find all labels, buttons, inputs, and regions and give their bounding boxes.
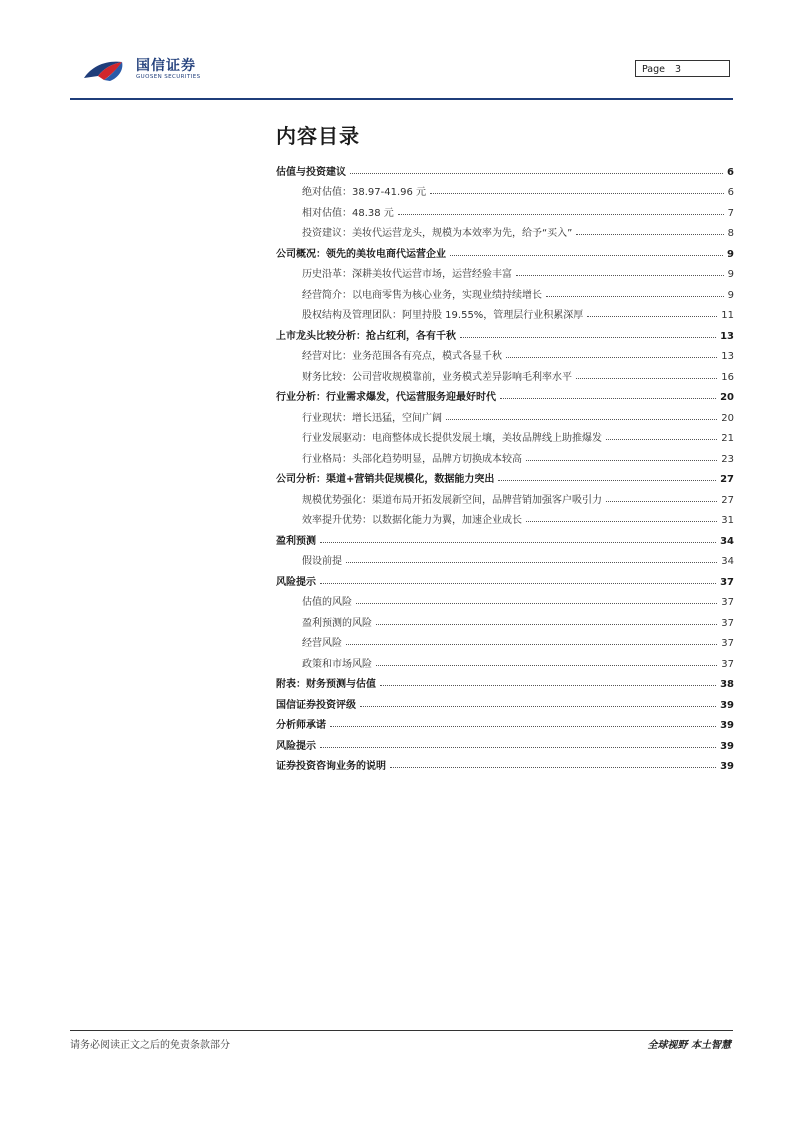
toc-leader-dots [506, 356, 717, 358]
toc-entry-text: 政策和市场风险 [302, 658, 372, 670]
toc-entry-page: 27 [721, 494, 734, 506]
toc-entry[interactable] [276, 506, 734, 527]
guosen-logo-icon [82, 56, 130, 82]
toc-entry[interactable] [276, 547, 734, 568]
toc-entry[interactable] [276, 690, 734, 711]
toc-entry-text: 证券投资咨询业务的说明 [276, 761, 386, 772]
toc-entry-page: 13 [721, 351, 734, 362]
toc-entry-page: 11 [721, 310, 734, 321]
toc-entry[interactable] [276, 383, 734, 404]
toc-entry[interactable] [276, 752, 734, 773]
toc-entry-page: 39 [720, 699, 734, 711]
toc-entry-page: 6 [727, 166, 734, 178]
toc-entry[interactable] [276, 608, 734, 629]
toc-entry-text: 行业发展驱动：电商整体成长提供发展土壤，美妆品牌线上助推爆发 [302, 433, 602, 444]
toc-entry-page: 37 [721, 638, 734, 649]
toc-leader-dots [320, 541, 716, 543]
toc-entry-page: 31 [721, 515, 734, 526]
toc-entry-text: 估值与投资建议 [276, 166, 346, 178]
toc-entry-page: 38 [720, 679, 734, 690]
company-logo [82, 56, 200, 82]
toc-entry-text: 投资建议：美妆代运营龙头，规模为本效率为先，给予“买入” [302, 228, 573, 239]
toc-leader-dots [350, 172, 723, 174]
toc-entry-page: 8 [727, 228, 734, 239]
toc-entry-text: 规模优势强化：渠道布局开拓发展新空间，品牌营销加强客户吸引力 [302, 494, 602, 506]
toc-entry[interactable] [276, 362, 734, 383]
toc-entry-page: 39 [720, 720, 734, 731]
toc-entry[interactable] [276, 342, 734, 363]
toc-entry-page: 16 [721, 371, 734, 383]
toc-entry[interactable] [276, 301, 734, 322]
toc-leader-dots [320, 582, 716, 584]
toc-entry-page: 37 [721, 658, 734, 670]
table-of-contents [276, 157, 734, 772]
toc-entry-page: 7 [727, 207, 734, 219]
toc-entry-text: 历史沿革：深耕美妆代运营市场，运营经验丰富 [302, 269, 512, 280]
toc-entry-page: 34 [720, 535, 734, 547]
toc-entry-text: 盈利预测的风险 [302, 617, 372, 629]
toc-entry-page: 13 [720, 330, 734, 342]
toc-entry-page: 20 [720, 392, 734, 403]
toc-entry-text: 效率提升优势：以数据化能力为翼，加速企业成长 [302, 515, 522, 526]
toc-entry-text: 行业格局：头部化趋势明显，品牌方切换成本较高 [302, 453, 522, 465]
toc-leader-dots [526, 520, 717, 522]
toc-entry[interactable] [276, 280, 734, 301]
toc-entry-text: 上市龙头比较分析：抢占红利，各有千秋 [276, 330, 456, 342]
page-header [70, 48, 732, 100]
toc-leader-dots [430, 192, 724, 194]
toc-entry-page: 27 [720, 474, 734, 485]
toc-entry-page: 37 [721, 597, 734, 608]
toc-entry-page: 21 [721, 433, 734, 444]
toc-entry-text: 经营简介：以电商零售为核心业务，实现业绩持续增长 [302, 289, 542, 301]
toc-leader-dots [390, 766, 716, 768]
toc-entry-page: 9 [727, 248, 734, 260]
toc-leader-dots [516, 274, 724, 276]
toc-entry[interactable] [276, 629, 734, 650]
toc-entry-page: 34 [721, 556, 734, 567]
toc-leader-dots [500, 397, 716, 399]
toc-leader-dots [587, 315, 717, 317]
toc-leader-dots [398, 213, 724, 215]
toc-entry[interactable] [276, 465, 734, 486]
toc-entry[interactable] [276, 198, 734, 219]
toc-entry[interactable] [276, 485, 734, 506]
logo-english-name: GUOSEN SECURITIES [136, 73, 201, 80]
toc-entry-page: 9 [727, 289, 734, 301]
logo-chinese-name: 国信证券 [136, 57, 196, 74]
toc-entry[interactable] [276, 260, 734, 281]
toc-leader-dots [576, 233, 723, 235]
toc-entry-text: 经营风险 [302, 638, 342, 649]
toc-entry-text: 分析师承诺 [276, 720, 326, 731]
toc-leader-dots [346, 643, 717, 645]
toc-leader-dots [376, 664, 717, 666]
toc-entry[interactable] [276, 239, 734, 260]
toc-entry-text: 公司分析：渠道+营销共促规模化，数据能力突出 [276, 474, 495, 485]
toc-leader-dots [460, 336, 716, 338]
toc-leader-dots [606, 500, 717, 502]
toc-entry-page: 9 [727, 269, 734, 280]
toc-leader-dots [446, 418, 717, 420]
toc-entry-page: 20 [721, 412, 734, 424]
toc-leader-dots [346, 561, 717, 563]
toc-leader-dots [356, 602, 717, 604]
toc-entry-text: 行业分析：行业需求爆发，代运营服务迎最好时代 [276, 392, 496, 403]
toc-entry-text: 相对估值：48.38 元 [302, 207, 394, 219]
toc-entry[interactable] [276, 711, 734, 732]
toc-entry-text: 公司概况：领先的美妆电商代运营企业 [276, 248, 446, 260]
toc-entry-page: 6 [727, 187, 734, 198]
footer-slogan: 全球视野 本土智慧 [647, 1040, 731, 1051]
toc-leader-dots [330, 725, 716, 727]
toc-entry[interactable] [276, 526, 734, 547]
toc-entry-page: 37 [720, 576, 734, 588]
toc-entry[interactable] [276, 670, 734, 691]
toc-entry[interactable] [276, 219, 734, 240]
toc-leader-dots [526, 459, 717, 461]
toc-entry-text: 经营对比：业务范围各有亮点，模式各显千秋 [302, 351, 502, 362]
toc-entry[interactable] [276, 403, 734, 424]
toc-entry[interactable] [276, 588, 734, 609]
toc-entry-text: 风险提示 [276, 576, 316, 588]
toc-entry[interactable] [276, 178, 734, 199]
toc-entry[interactable] [276, 157, 734, 178]
toc-entry[interactable] [276, 424, 734, 445]
toc-leader-dots [606, 438, 717, 440]
toc-entry-text: 国信证券投资评级 [276, 699, 356, 711]
toc-entry-page: 37 [721, 617, 734, 629]
toc-entry-text: 假设前提 [302, 556, 342, 567]
toc-leader-dots [498, 479, 716, 481]
toc-leader-dots [546, 295, 724, 297]
toc-leader-dots [576, 377, 717, 379]
header-divider [70, 98, 733, 100]
toc-entry-page: 23 [721, 453, 734, 465]
page-indicator [635, 60, 730, 77]
page-number: 3 [675, 64, 682, 75]
toc-entry[interactable] [276, 649, 734, 670]
toc-entry[interactable] [276, 567, 734, 588]
toc-entry-text: 股权结构及管理团队：阿里持股 19.55%，管理层行业积累深厚 [302, 310, 584, 321]
footer-divider [70, 1030, 733, 1031]
toc-title: 内容目录 [276, 124, 360, 148]
toc-leader-dots [360, 705, 716, 707]
toc-leader-dots [380, 684, 716, 686]
toc-entry-page: 39 [720, 761, 734, 772]
footer-disclaimer: 请务必阅读正文之后的免责条款部分 [70, 1040, 230, 1051]
toc-entry-text: 附表：财务预测与估值 [276, 679, 376, 690]
toc-entry-text: 财务比较：公司营收规模靠前，业务模式差异影响毛利率水平 [302, 371, 572, 383]
toc-entry-text: 绝对估值：38.97-41.96 元 [302, 187, 427, 198]
toc-leader-dots [450, 254, 723, 256]
toc-entry-page: 39 [720, 740, 734, 752]
toc-entry-text: 盈利预测 [276, 535, 316, 547]
toc-entry-text: 行业现状：增长迅猛，空间广阔 [302, 412, 442, 424]
toc-leader-dots [376, 623, 717, 625]
toc-leader-dots [320, 746, 716, 748]
toc-entry[interactable] [276, 731, 734, 752]
toc-entry[interactable] [276, 321, 734, 342]
toc-entry-text: 风险提示 [276, 740, 316, 752]
toc-entry-text: 估值的风险 [302, 597, 352, 608]
toc-entry[interactable] [276, 444, 734, 465]
page-label: Page [642, 64, 665, 75]
